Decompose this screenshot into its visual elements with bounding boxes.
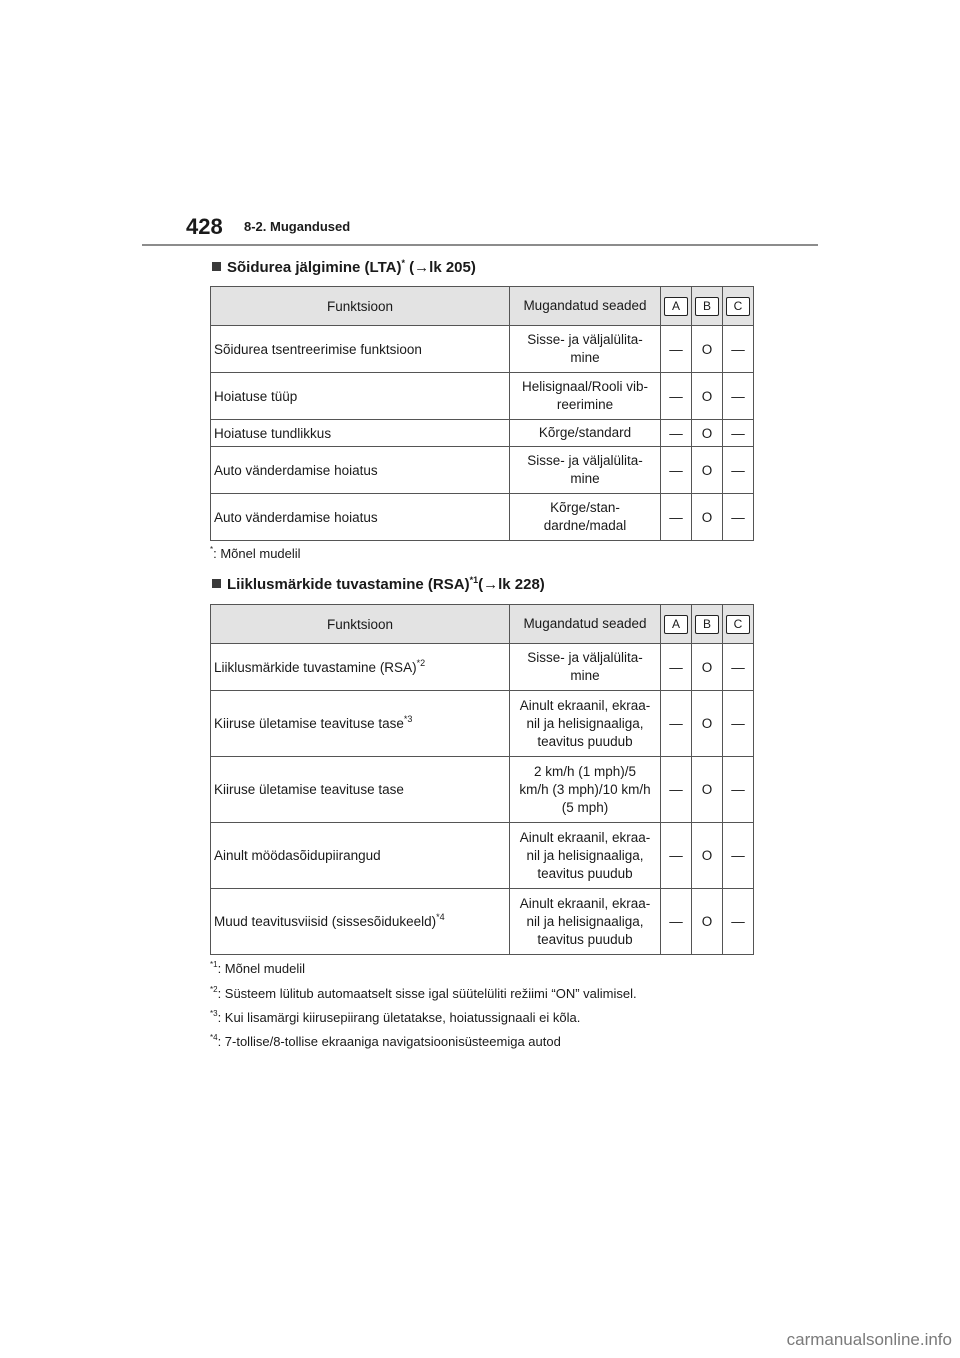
function-cell: Sõidurea tsentreerimise funktsioon xyxy=(211,326,510,373)
column-header-c xyxy=(723,605,754,644)
cell-b: O xyxy=(692,691,723,757)
setting-cell: Kõrge/stan- dardne/madal xyxy=(510,494,661,541)
setting-cell: Ainult ekraanil, ekraa- nil ja helisignaaliga, teavitus puudub xyxy=(510,889,661,955)
column-header-function: Funktsioon xyxy=(211,605,510,644)
table-row xyxy=(211,373,754,420)
cell-c: — xyxy=(723,447,754,494)
cell-b: O xyxy=(692,326,723,373)
watermark: carmanualsonline.info xyxy=(786,1330,952,1349)
rsa-settings-table xyxy=(210,604,754,955)
column-header-setting: Mugandatud seaded xyxy=(510,605,661,644)
cell-b: O xyxy=(692,447,723,494)
letter-a-badge: A xyxy=(664,297,688,316)
function-text: Muud teavitusviisid (sissesõidukeeld) xyxy=(214,914,437,929)
cell-a: — xyxy=(661,494,692,541)
header-divider xyxy=(142,244,818,246)
cell-b: O xyxy=(692,644,723,691)
function-cell xyxy=(211,757,510,823)
footnote-mark: *4 xyxy=(436,912,445,922)
setting-cell: Sisse- ja väljalülita- mine xyxy=(510,326,661,373)
cell-a: — xyxy=(661,889,692,955)
table-row xyxy=(211,757,754,823)
footnote-mark: *3 xyxy=(210,1009,218,1018)
column-header-b xyxy=(692,605,723,644)
function-text: Kiiruse ületamise teavituse tase xyxy=(214,782,404,797)
letter-a-badge: A xyxy=(664,615,688,634)
footnote xyxy=(210,546,301,561)
footnote-mark: * xyxy=(401,258,405,268)
function-text: Liiklusmärkide tuvastamine (RSA) xyxy=(214,659,417,675)
function-text: Ainult möödasõidupiirangud xyxy=(214,848,381,863)
cell-c: — xyxy=(723,373,754,420)
letter-b-badge: B xyxy=(695,297,719,316)
cell-a: — xyxy=(661,447,692,494)
footnote xyxy=(210,986,637,1001)
table-row xyxy=(211,823,754,889)
cell-c: — xyxy=(723,889,754,955)
cell-a: — xyxy=(661,757,692,823)
ref-open: ( xyxy=(478,576,484,593)
table-row xyxy=(211,889,754,955)
footnote xyxy=(210,961,305,976)
footnote-mark: *1 xyxy=(469,575,479,585)
square-bullet-icon xyxy=(212,262,221,271)
cell-a: — xyxy=(661,644,692,691)
cell-c: — xyxy=(723,326,754,373)
function-cell: Hoiatuse tüüp xyxy=(211,373,510,420)
function-cell xyxy=(211,889,510,955)
table-header-row xyxy=(211,287,754,326)
cell-a: — xyxy=(661,326,692,373)
footnote xyxy=(210,1010,580,1025)
cell-b: O xyxy=(692,823,723,889)
setting-cell: Ainult ekraanil, ekraa- nil ja helisignaaliga, teavitus puudub xyxy=(510,823,661,889)
footnote-mark: *3 xyxy=(403,714,413,724)
section-title-lta xyxy=(212,259,476,276)
setting-cell: Ainult ekraanil, ekraa- nil ja helisignaaliga, teavitus puudub xyxy=(510,691,661,757)
setting-cell: 2 km/h (1 mph)/5 km/h (3 mph)/10 km/h (5 mph) xyxy=(510,757,661,823)
arrow-right-icon: → xyxy=(414,259,430,276)
table-row xyxy=(211,494,754,541)
column-header-function: Funktsioon xyxy=(211,287,510,326)
function-cell: Auto vänderdamise hoiatus xyxy=(211,494,510,541)
square-bullet-icon xyxy=(212,579,221,588)
column-header-c xyxy=(723,287,754,326)
column-header-a xyxy=(661,287,692,326)
page-number: 428 xyxy=(186,214,223,239)
footnote-mark: * xyxy=(210,545,214,554)
table-row xyxy=(211,691,754,757)
cell-b: O xyxy=(692,889,723,955)
cell-c: — xyxy=(723,757,754,823)
letter-c-badge: C xyxy=(726,297,750,316)
section-title-rsa xyxy=(212,576,545,593)
footnote-mark: *1 xyxy=(210,960,218,969)
setting-cell: Sisse- ja väljalülita- mine xyxy=(510,447,661,494)
cell-c: — xyxy=(723,644,754,691)
function-cell xyxy=(211,691,510,757)
setting-cell: Helisignaal/Rooli vib- reerimine xyxy=(510,373,661,420)
cell-b: O xyxy=(692,373,723,420)
footnote-text: : Mõnel mudelil xyxy=(217,961,305,976)
column-header-a xyxy=(661,605,692,644)
cell-a: — xyxy=(661,691,692,757)
table-row xyxy=(211,447,754,494)
function-cell xyxy=(211,823,510,889)
section-title-text: Sõidurea jälgimine (LTA) xyxy=(227,259,402,276)
function-cell xyxy=(211,644,510,691)
cell-a: — xyxy=(661,420,692,447)
function-text: Kiiruse ületamise teavituse tase xyxy=(214,716,404,731)
page-reference: lk 228) xyxy=(498,576,545,593)
footnote-text: : Kui lisamärgi kiirusepiirang ületatakse, hoiatussignaali ei kõla. xyxy=(217,1010,581,1025)
column-header-b xyxy=(692,287,723,326)
cell-a: — xyxy=(661,373,692,420)
function-cell: Auto vänderdamise hoiatus xyxy=(211,447,510,494)
cell-a: — xyxy=(661,823,692,889)
letter-b-badge: B xyxy=(695,615,719,634)
chapter-title: 8-2. Mugandused xyxy=(244,219,351,234)
function-cell: Hoiatuse tundlikkus xyxy=(211,420,510,447)
cell-c: — xyxy=(723,494,754,541)
footnote-text: : Süsteem lülitub automaatselt sisse igal süütelüliti režiimi “ON” valimisel. xyxy=(217,986,637,1001)
cell-c: — xyxy=(723,691,754,757)
footnote xyxy=(210,1034,561,1049)
table-row xyxy=(211,326,754,373)
cell-b: O xyxy=(692,420,723,447)
setting-cell: Sisse- ja väljalülita- mine xyxy=(510,644,661,691)
table-row xyxy=(211,644,754,691)
footnote-mark: *4 xyxy=(210,1033,218,1042)
cell-c: — xyxy=(723,823,754,889)
table-header-row xyxy=(211,605,754,644)
footnote-text: : 7-tollise/8-tollise ekraaniga navigatsioonisüsteemiga autod xyxy=(217,1034,561,1049)
page-reference: lk 205) xyxy=(429,259,476,276)
ref-open: ( xyxy=(404,259,415,276)
cell-b: O xyxy=(692,494,723,541)
footnote-mark: *2 xyxy=(416,657,426,668)
cell-c: — xyxy=(723,420,754,447)
cell-b: O xyxy=(692,757,723,823)
letter-c-badge: C xyxy=(726,615,750,634)
section-title-text: Liiklusmärkide tuvastamine (RSA) xyxy=(227,576,470,593)
footnote-text: : Mõnel mudelil xyxy=(213,546,301,561)
lta-settings-table xyxy=(210,286,754,541)
setting-cell: Kõrge/standard xyxy=(510,420,661,447)
column-header-setting: Mugandatud seaded xyxy=(510,287,661,326)
arrow-right-icon: → xyxy=(483,576,499,593)
table-row xyxy=(211,420,754,447)
footnote-mark: *2 xyxy=(210,985,218,994)
